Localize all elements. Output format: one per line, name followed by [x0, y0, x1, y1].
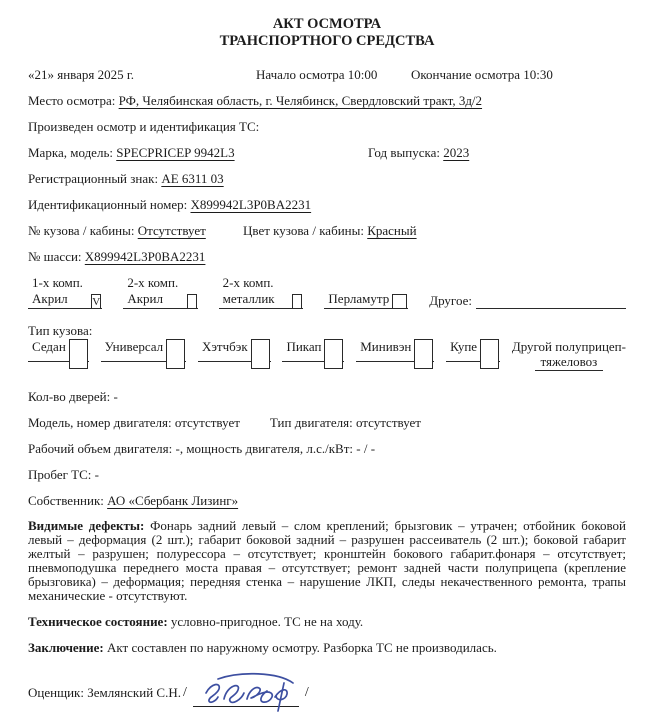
checkbox-hatchback [251, 339, 270, 369]
inspection-date: «21» января 2025 г. [28, 67, 135, 82]
inspection-end-time: Окончание осмотра 10:30 [411, 67, 553, 82]
checkbox-2k-metallic [292, 294, 302, 309]
color-segment [243, 223, 417, 238]
make-label: Марка, модель: [28, 145, 113, 160]
title-line-2: ТРАНСПОРТНОГО СРЕДСТВА [219, 33, 435, 49]
paint-option-2k-metallic [219, 275, 304, 309]
document-title [28, 16, 626, 50]
reg-row [28, 171, 626, 186]
paint-option-label: 2-х комп. Акрил [127, 275, 179, 306]
body-type-option-label: Купе [450, 339, 478, 354]
body-type-option-label: Пикап [286, 339, 322, 354]
intro-line: Произведен осмотр и идентификация ТС: [28, 119, 260, 134]
body-type-option-label: Минивэн [360, 339, 412, 354]
checkbox-1k-acryl: V [92, 296, 101, 308]
checkbox-universal [166, 339, 185, 369]
owner-row [28, 493, 626, 508]
vin-row [28, 197, 626, 212]
body-num-label: № кузова / кабины: [28, 223, 135, 238]
color-value: Красный [367, 223, 417, 238]
year-label: Год выпуска: [368, 145, 440, 160]
checkbox-pearl [392, 294, 407, 309]
engine-type-line: Тип двигателя: отсутствует [269, 415, 421, 430]
paint-option-pearl [324, 291, 408, 309]
appraiser-signature [190, 670, 302, 712]
paint-other-blank-line [476, 308, 626, 309]
body-type-option-label: Седан [32, 339, 66, 354]
title-line-1: АКТ ОСМОТРА [272, 16, 382, 32]
signature-ink-icon [190, 670, 302, 712]
conclusion-text: Акт составлен по наружному осмотру. Разборка ТС не производилась. [107, 640, 497, 655]
vin-value: X899942L3P0BA2231 [190, 197, 312, 212]
body-color-row [28, 223, 626, 238]
defects-paragraph [28, 519, 626, 603]
paint-option-2k-acryl [123, 275, 197, 309]
conclusion-label: Заключение: [28, 640, 104, 655]
engine-volume-line: Рабочий объем двигателя: -, мощность двигателя, л.с./кВт: - / - [28, 441, 376, 456]
checkbox-2k-acryl [187, 294, 197, 309]
make-segment [28, 145, 368, 160]
paint-type-row [28, 275, 626, 309]
body-type-universal [101, 339, 187, 362]
checkbox-pickup [324, 339, 343, 369]
body-type-other [512, 339, 626, 371]
mileage-line: Пробег ТС: - [28, 467, 99, 482]
condition-row [28, 614, 626, 629]
appraiser-row [28, 669, 626, 712]
body-type-hatchback [198, 339, 271, 362]
reg-value: АЕ 6311 03 [161, 171, 224, 186]
signature-close-slash: / [304, 685, 309, 700]
checkbox-coupe [480, 339, 499, 369]
body-num-segment [28, 223, 243, 238]
paint-option-1k-acryl [28, 275, 102, 309]
year-segment [368, 145, 469, 160]
paint-option-label: 1-х комп. Акрил [32, 275, 83, 306]
reg-label: Регистрационный знак: [28, 171, 159, 186]
date-time-row [28, 67, 626, 82]
checkbox-sedan [69, 339, 88, 369]
owner-label: Собственник: [28, 493, 104, 508]
checkbox-minivan [414, 339, 433, 369]
body-type-sedan [28, 339, 89, 362]
engine-row [28, 415, 626, 430]
make-value: SPECPRICEP 9942L3 [116, 145, 235, 160]
condition-text: условно-пригодное. ТС не на ходу. [170, 614, 364, 629]
paint-other-segment [429, 293, 626, 309]
signature-open-slash: / [182, 685, 187, 700]
inspection-start-time: Начало осмотра 10:00 [256, 67, 378, 82]
place-value: РФ, Челябинская область, г. Челябинск, Свердловский тракт, 3д/2 [118, 93, 483, 108]
place-row [28, 93, 626, 108]
chassis-value: X899942L3P0BA2231 [84, 249, 206, 264]
defects-label: Видимые дефекты: [28, 518, 145, 533]
body-type-label: Тип кузова: [28, 323, 93, 338]
body-type-minivan [356, 339, 434, 362]
doors-line: Кол-во дверей: - [28, 389, 118, 404]
body-type-pickup [282, 339, 344, 362]
appraiser-label: Оценщик: Землянский С.Н. [28, 685, 181, 700]
body-type-option-label: Универсал [104, 339, 164, 354]
make-year-row [28, 145, 626, 160]
paint-other-label: Другое: [429, 293, 472, 308]
owner-value: АО «Сбербанк Лизинг» [107, 493, 239, 508]
body-type-row [28, 339, 626, 371]
body-num-value: Отсутствует [137, 223, 206, 238]
vin-label: Идентификационный номер: [28, 197, 188, 212]
body-type-coupe [446, 339, 500, 362]
conclusion-row [28, 640, 626, 655]
body-type-other-line1: Другой полуприцеп- [511, 339, 626, 354]
defects-text: Фонарь задний левый – слом креплений; брызговик – утрачен; отбойник боковой левый – деформация (2 шт.); габарит боковой задний – разрушен рассеиватель (2 шт.); боковой габарит желтый – разрушен; полурессора – отсутствует; кронштейн бокового габарит.фонаря – отсутствует; пневмоподушка переднего моста правая – отсутствует; ремонт задней части полуприцепа (крепление брызговика) – деформация; передняя стенка – нарушение ЛКП, следы некачественного ремонта, трапы механические - отсутствуют. [28, 518, 626, 603]
condition-label: Техническое состояние: [28, 614, 168, 629]
chassis-label: № шасси: [28, 249, 82, 264]
paint-option-label: 2-х комп. металлик [222, 275, 275, 306]
body-type-other-line2: тяжеловоз [535, 354, 604, 371]
place-label: Место осмотра: [28, 93, 116, 108]
paint-option-label: Перламутр [328, 291, 390, 306]
color-label: Цвет кузова / кабины: [243, 223, 364, 238]
body-type-option-label: Хэтчбэк [201, 339, 248, 354]
chassis-row [28, 249, 626, 264]
year-value: 2023 [443, 145, 470, 160]
engine-model-line: Модель, номер двигателя: отсутствует [28, 415, 240, 430]
